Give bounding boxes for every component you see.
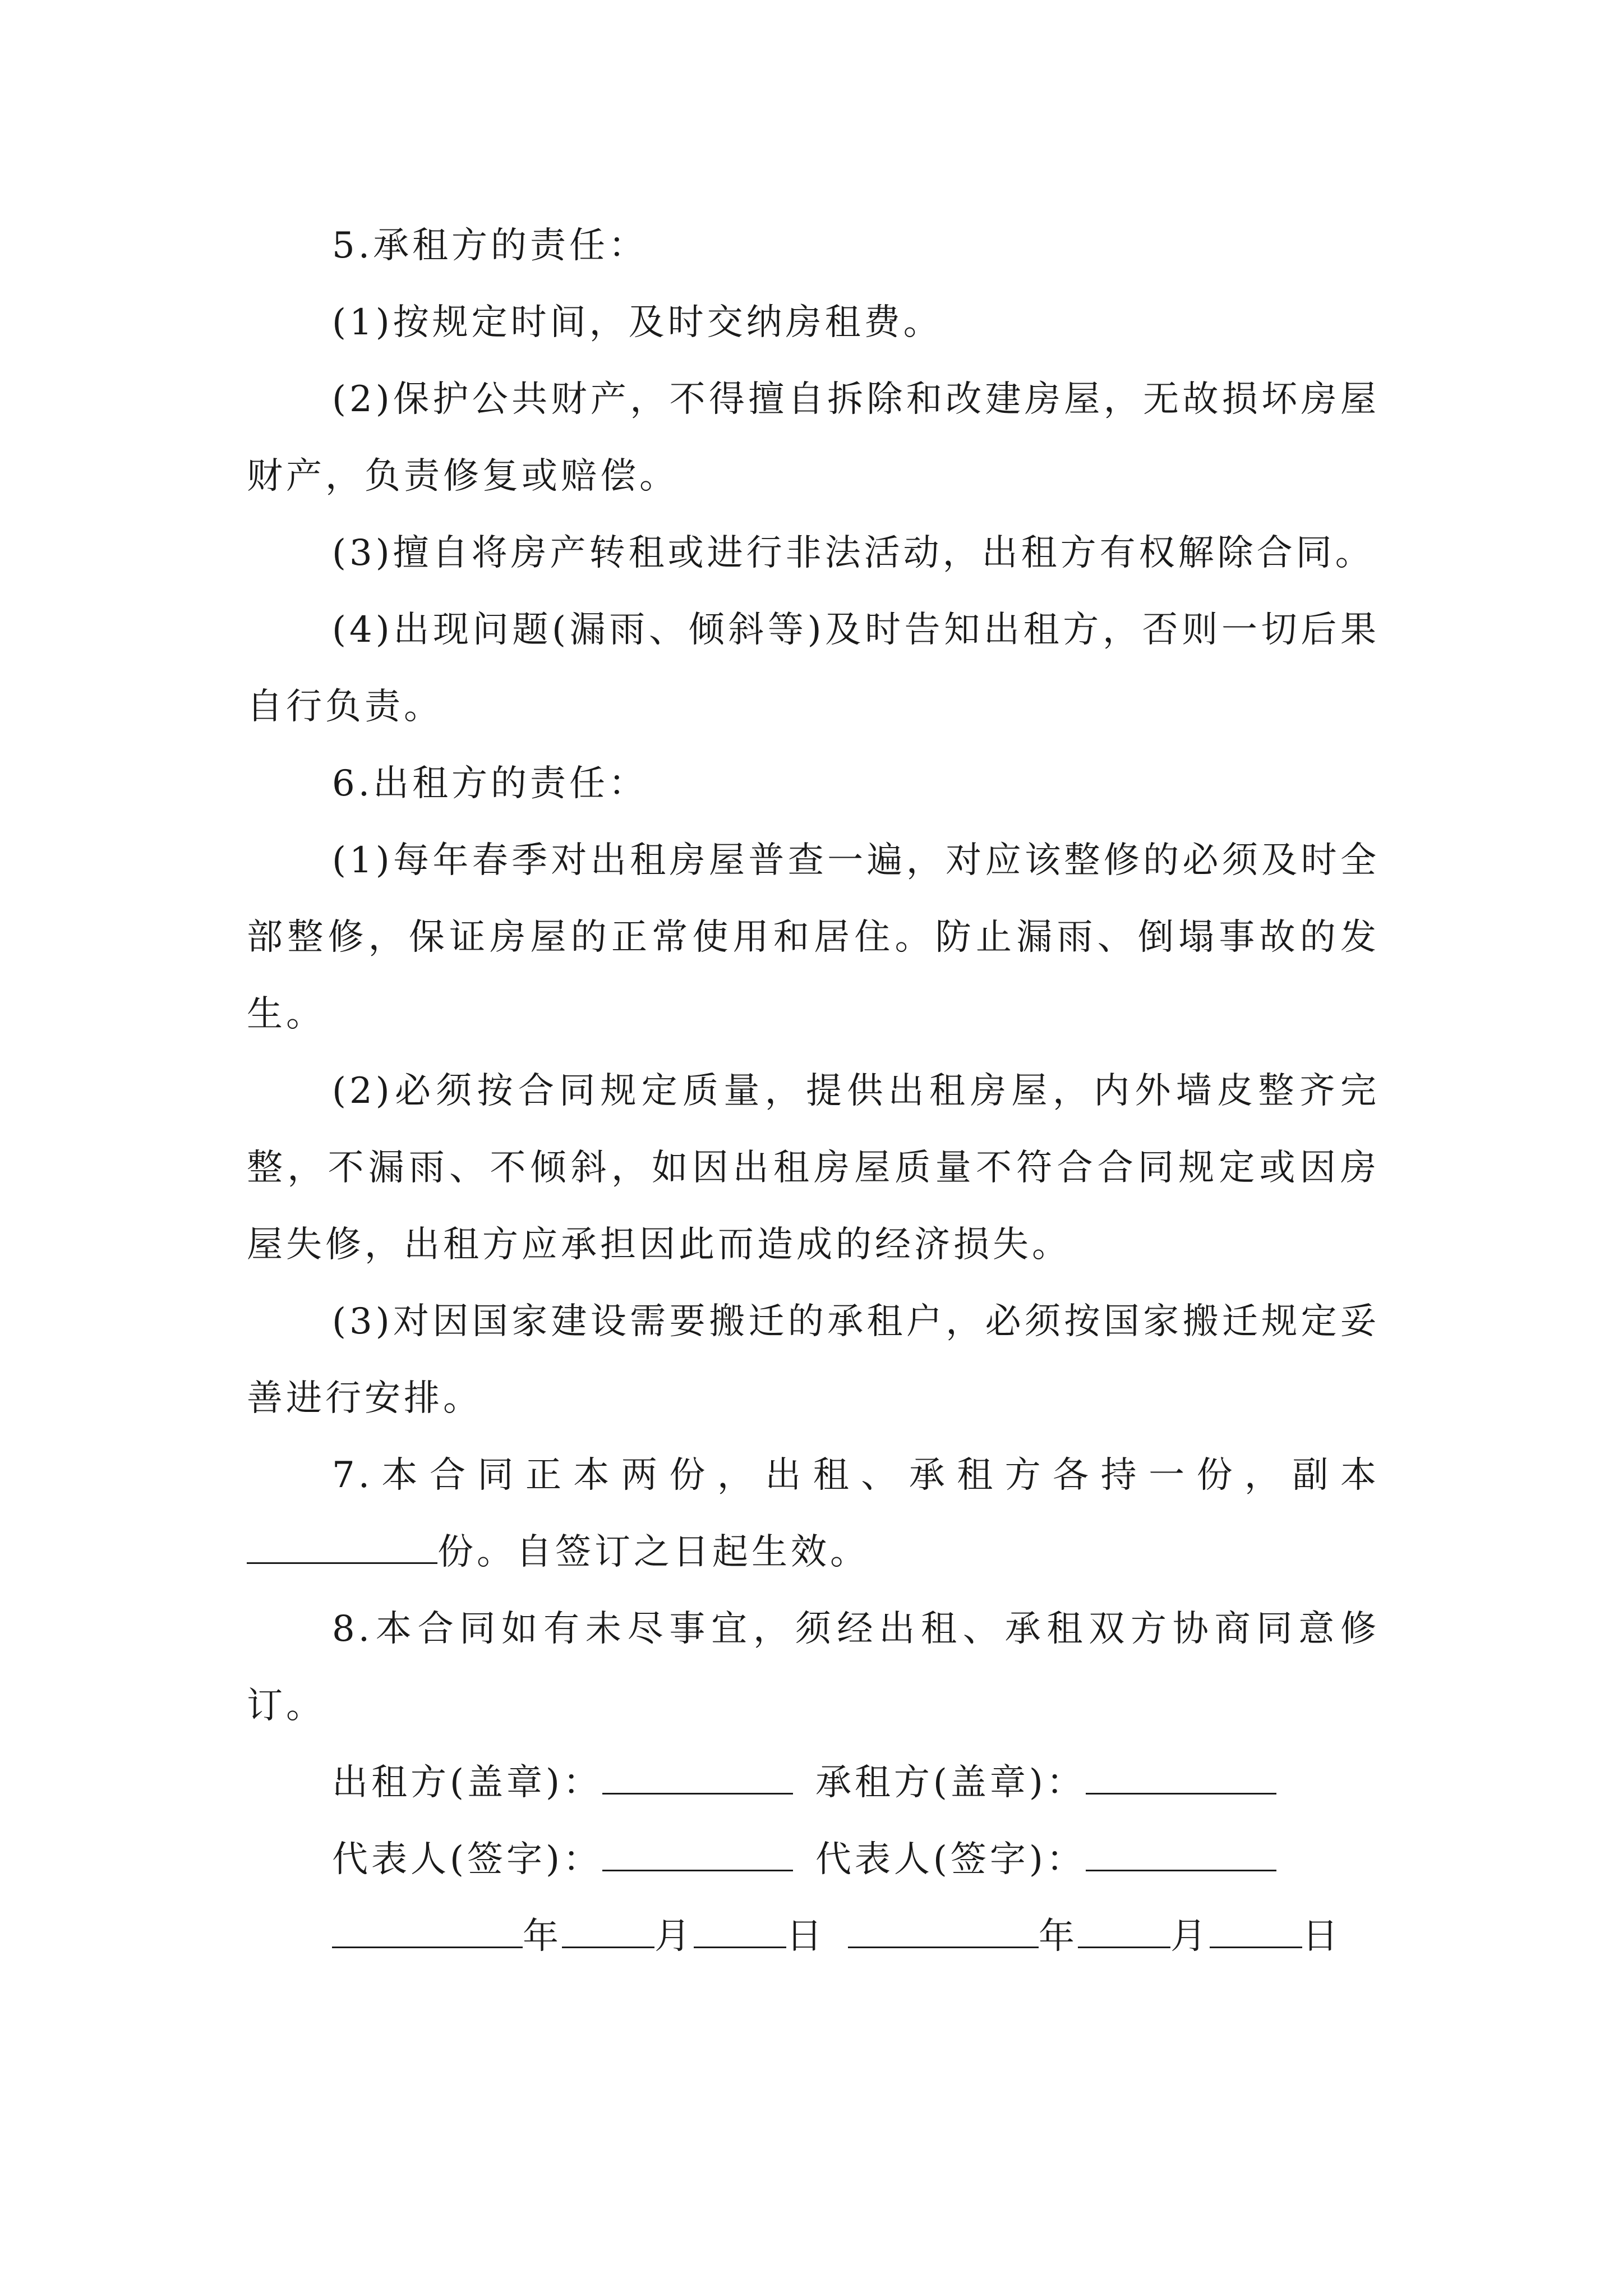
lessee-year-blank	[848, 1914, 1039, 1948]
lessor-rep-blank	[602, 1837, 793, 1871]
lessee-month-label: 月	[1170, 1916, 1210, 1957]
section-7-text-a: 7.本合同正本两份，出租、承租方各持一份，副本	[332, 1455, 1380, 1496]
lessor-seal-blank	[602, 1760, 793, 1795]
lessee-rep-label: 代表人(签字)：	[815, 1839, 1086, 1880]
lessor-seal-label: 出租方(盖章)：	[332, 1762, 602, 1803]
section-5-title: 5.承租方的责任：	[332, 225, 648, 266]
lessor-rep-label: 代表人(签字)：	[332, 1839, 602, 1880]
lessor-year-blank	[332, 1914, 523, 1948]
lessor-month-blank	[562, 1914, 654, 1948]
lessor-month-label: 月	[654, 1916, 694, 1957]
section-5-item-3: (3)擅自将房产转租或进行非法活动，出租方有权解除合同。	[332, 532, 1375, 574]
date-line	[247, 1898, 1380, 1975]
section-5-item-2: (2)保护公共财产，不得擅自拆除和改建房屋，无故损坏房屋财产，负责修复或赔偿。	[247, 379, 1380, 497]
lessee-day-blank	[1210, 1914, 1302, 1948]
seal-line	[247, 1745, 1380, 1821]
section-6-item-2: (2)必须按合同规定质量，提供出租房屋，内外墙皮整齐完整，不漏雨、不倾斜，如因出租房屋质量不符合合同规定或因房屋失修，出租方应承担因此而造成的经济损失。	[247, 1070, 1380, 1266]
lessee-seal-blank	[1086, 1760, 1276, 1795]
section-5-item-1: (1)按规定时间，及时交纳房租费。	[332, 302, 943, 343]
lessor-year-label: 年	[523, 1916, 562, 1957]
section-6-item-1: (1)每年春季对出租房屋普查一遍，对应该整修的必须及时全部整修，保证房屋的正常使用和居住。防止漏雨、倒塌事故的发生。	[247, 840, 1380, 1035]
lessor-day-blank	[694, 1914, 786, 1948]
section-6-title: 6.出租方的责任：	[332, 763, 648, 804]
contract-body	[247, 208, 1380, 1975]
lessee-day-label: 日	[1302, 1916, 1341, 1957]
section-7-text-b: 份。自签订之日起生效。	[437, 1531, 869, 1573]
lessee-rep-blank	[1086, 1837, 1276, 1871]
section-5-item-4: (4)出现问题(漏雨、倾斜等)及时告知出租方，否则一切后果自行负责。	[247, 609, 1380, 728]
lessee-seal-label: 承租方(盖章)：	[815, 1762, 1086, 1803]
lessee-year-label: 年	[1039, 1916, 1078, 1957]
section-8: 8.本合同如有未尽事宜，须经出租、承租双方协商同意修订。	[247, 1608, 1380, 1727]
lessor-day-label: 日	[786, 1916, 826, 1957]
copies-blank	[247, 1530, 437, 1564]
lessee-month-blank	[1078, 1914, 1170, 1948]
representative-line	[247, 1821, 1380, 1898]
section-6-item-3: (3)对因国家建设需要搬迁的承租户，必须按国家搬迁规定妥善进行安排。	[247, 1301, 1380, 1419]
section-7	[247, 1437, 1380, 1591]
